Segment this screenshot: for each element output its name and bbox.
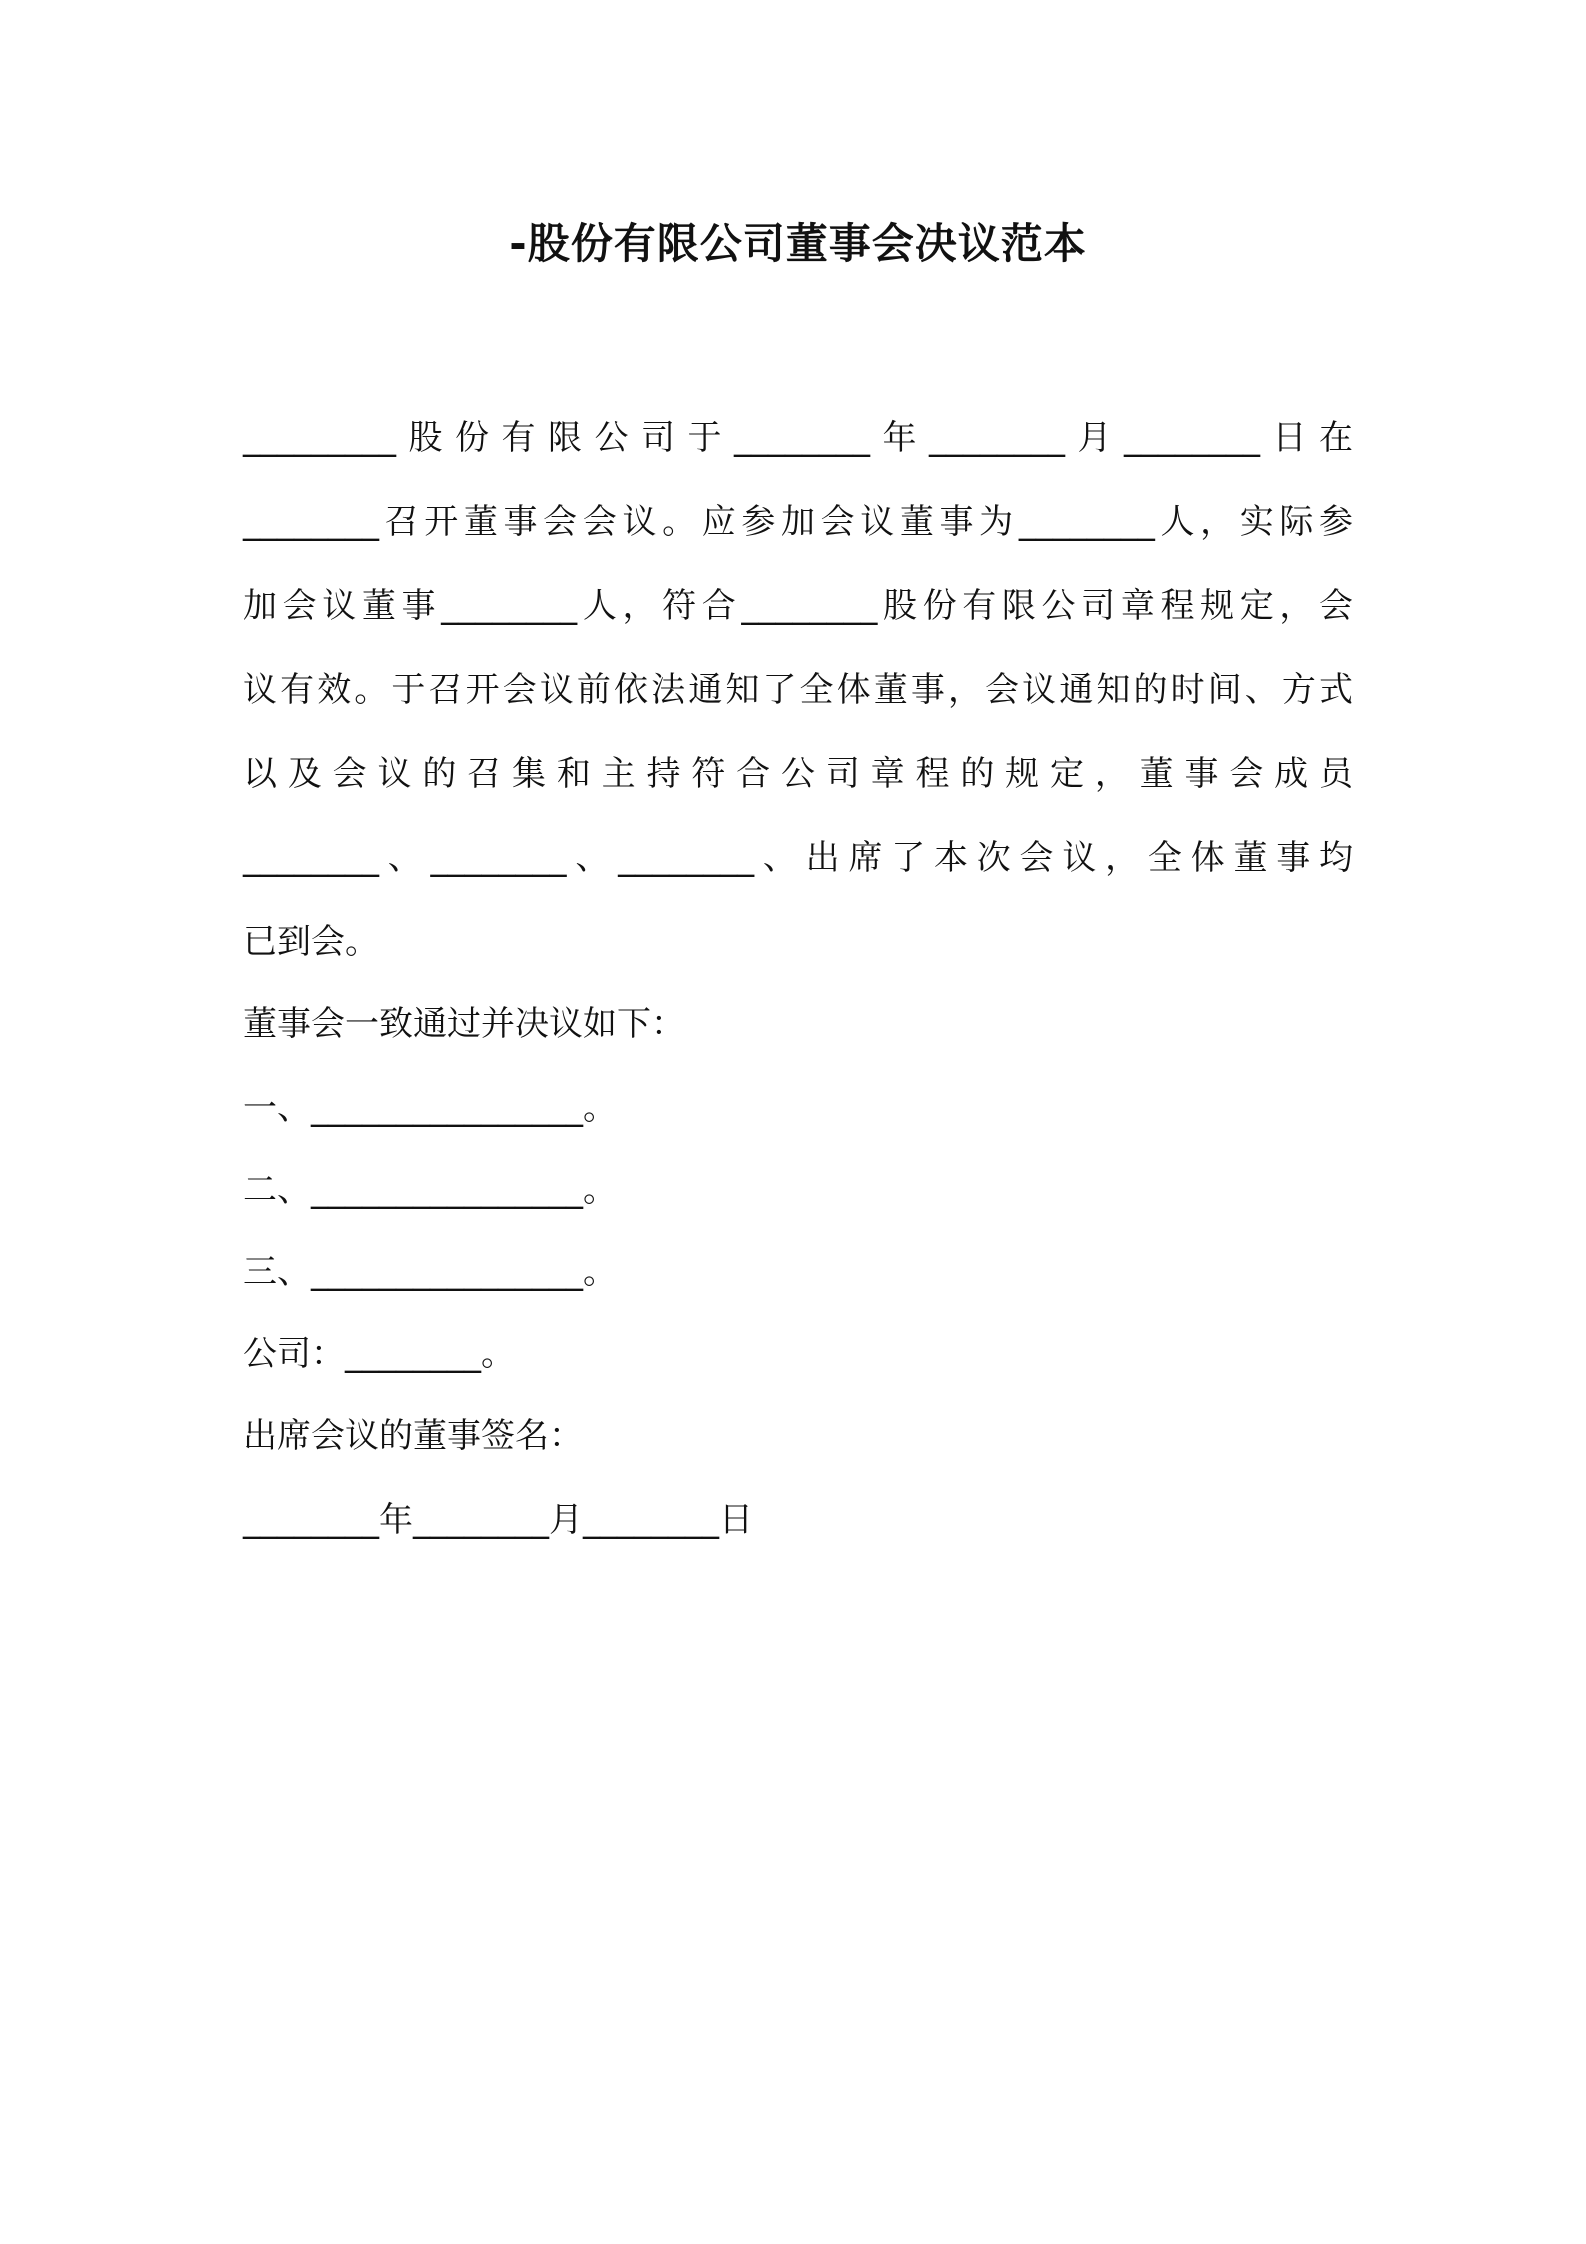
body-line-5: 以及会议的召集和主持符合公司章程的规定，董事会成员 [243, 754, 1353, 794]
company-line: 公司：________。 [243, 1334, 515, 1374]
signature-line: 出席会议的董事签名： [243, 1416, 583, 1456]
body-line-4: 议有效。于召开会议前依法通知了全体董事，会议通知的时间、方式 [243, 670, 1353, 710]
resolution-intro: 董事会一致通过并决议如下： [243, 1004, 685, 1044]
resolution-item-3: 三、________________。 [243, 1252, 617, 1292]
resolution-item-2: 二、________________。 [243, 1170, 617, 1210]
resolution-item-1: 一、________________。 [243, 1088, 617, 1128]
document-title: -股份有限公司董事会决议范本 [509, 219, 1087, 268]
body-line-2: ________召开董事会会议。应参加会议董事为________人，实际参 [243, 502, 1353, 542]
date-line: ________年________月________日 [243, 1500, 753, 1540]
body-line-3: 加会议董事________人，符合________股份有限公司章程规定，会 [243, 586, 1353, 626]
body-line-7: 已到会。 [243, 922, 379, 962]
body-line-6: ________、________、________、出席了本次会议，全体董事均 [243, 838, 1353, 878]
body-line-1: _________股份有限公司于________年________月________日在 [243, 418, 1353, 458]
